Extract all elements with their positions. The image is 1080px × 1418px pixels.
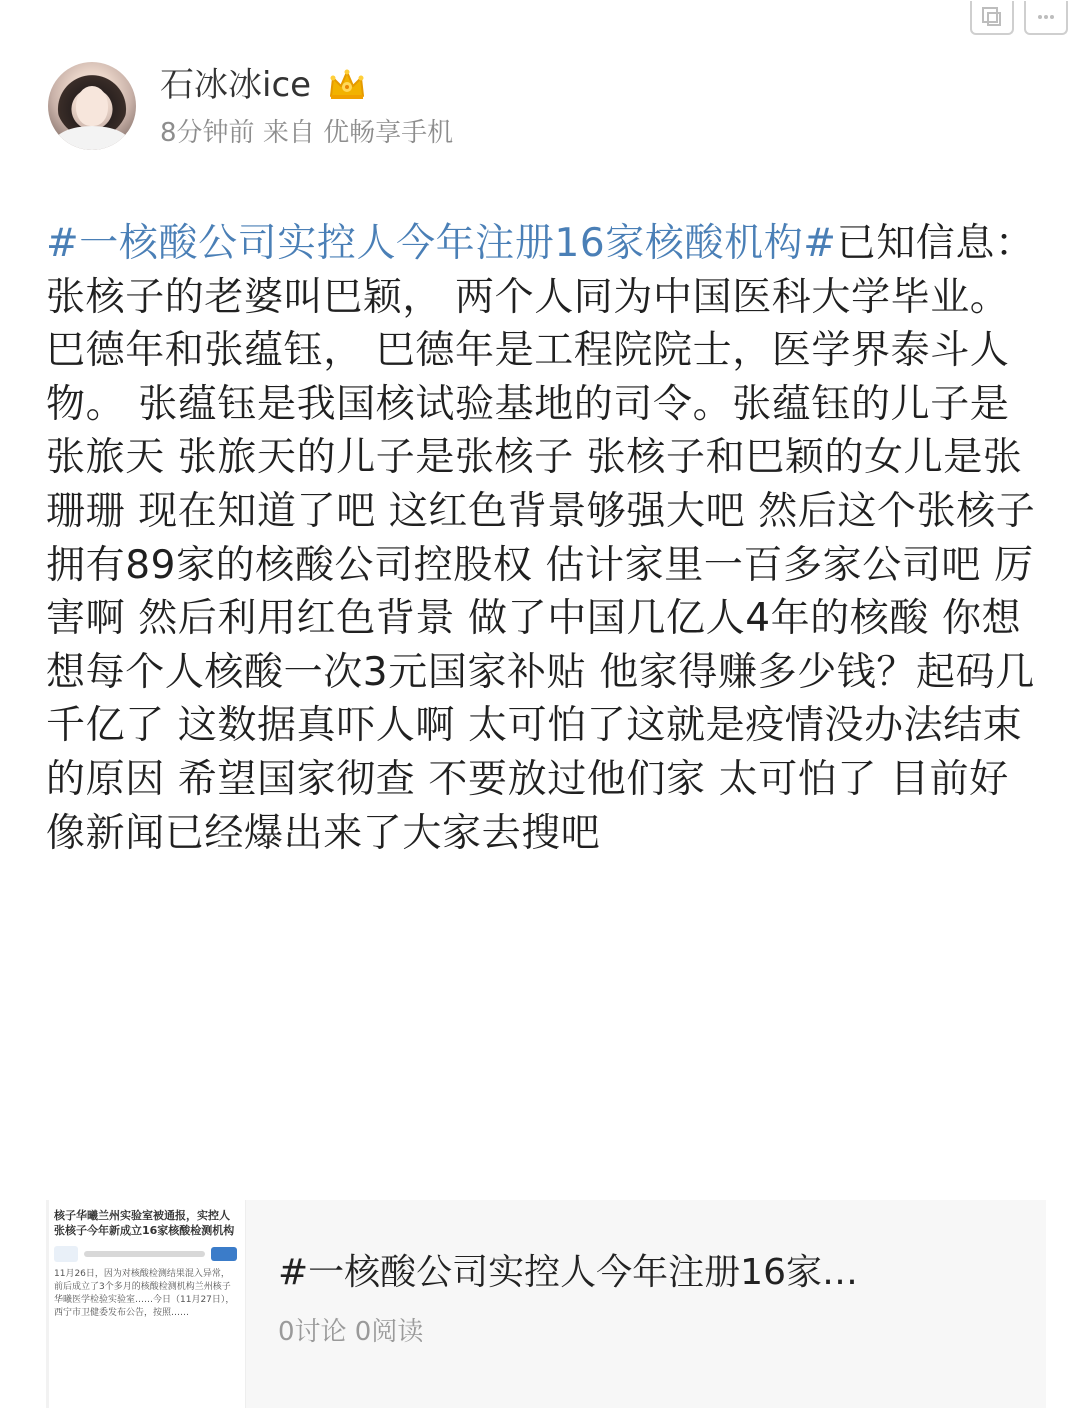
user-name[interactable]: 石冰冰ice bbox=[160, 65, 312, 105]
thumbnail-body: 11月26日，因为对核酸检测结果混入异常，前后成立了3个多月的核酸检测机构兰州核子华曦医学检验实验室……今日（11月27日），西宁市卫健委发布公告，按照…… bbox=[54, 1269, 235, 1318]
topic-card-stats: 0讨论 0阅读 bbox=[278, 1317, 424, 1347]
name-row bbox=[160, 60, 453, 110]
thumbnail-meta-row bbox=[54, 1246, 237, 1262]
post-time: 8分钟前 bbox=[160, 118, 255, 148]
thumbnail-title: 核子华曦兰州实验室被通报，实控人张核子今年新成立16家核酸检测机构 bbox=[54, 1209, 235, 1237]
post-text bbox=[46, 217, 1036, 860]
post-meta bbox=[160, 114, 453, 152]
thumbnail-button bbox=[211, 1247, 237, 1261]
topic-card-info bbox=[246, 1200, 1046, 1408]
topic-card-title[interactable]: #一核酸公司实控人今年注册16家… bbox=[278, 1252, 858, 1293]
post-body: 已知信息： 张核子的老婆叫巴颖， 两个人同为中国医科大学毕业。 巴德年和张蕴钰， 巴德年是工程院院士，医学界泰斗人物。 张蕴钰是我国核试验基地的司令。张蕴钰的儿子是张旅天 张旅天的儿子是张核子 张核子和巴颖的女儿是张珊珊 现在知道了吧 这红色背景够强大吧 然后这个张核子拥有89家的核酸公司控股权 估计家里一百多家公司吧 厉害啊 然后利用红色背景 做了中国几亿人4年的核酸 你想想每个人核酸一次3元国家补贴 他家得赚多少钱？起码几千亿了 这数据真吓人啊 太可怕了这就是疫情没办法结束的原因 希望国家彻查 不要放过他们家 太可怕了 目前好像新闻已经爆出来了大家去搜吧 bbox=[46, 221, 1036, 856]
avatar[interactable] bbox=[48, 62, 136, 150]
topic-card[interactable] bbox=[46, 1200, 1046, 1408]
top-right-icons[interactable] bbox=[960, 0, 1080, 36]
thumbnail-logo bbox=[54, 1246, 78, 1262]
user-meta bbox=[160, 60, 453, 152]
screenshot-icon[interactable] bbox=[970, 1, 1014, 35]
menu-icon[interactable] bbox=[1024, 1, 1068, 35]
post-source: 来自 优畅享手机 bbox=[262, 118, 454, 148]
topic-thumbnail bbox=[46, 1200, 246, 1408]
post-header bbox=[48, 56, 453, 156]
hashtag-link[interactable]: #一核酸公司实控人今年注册16家核酸机构# bbox=[46, 221, 837, 266]
crown-icon bbox=[327, 68, 367, 102]
thumbnail-line bbox=[84, 1251, 205, 1257]
